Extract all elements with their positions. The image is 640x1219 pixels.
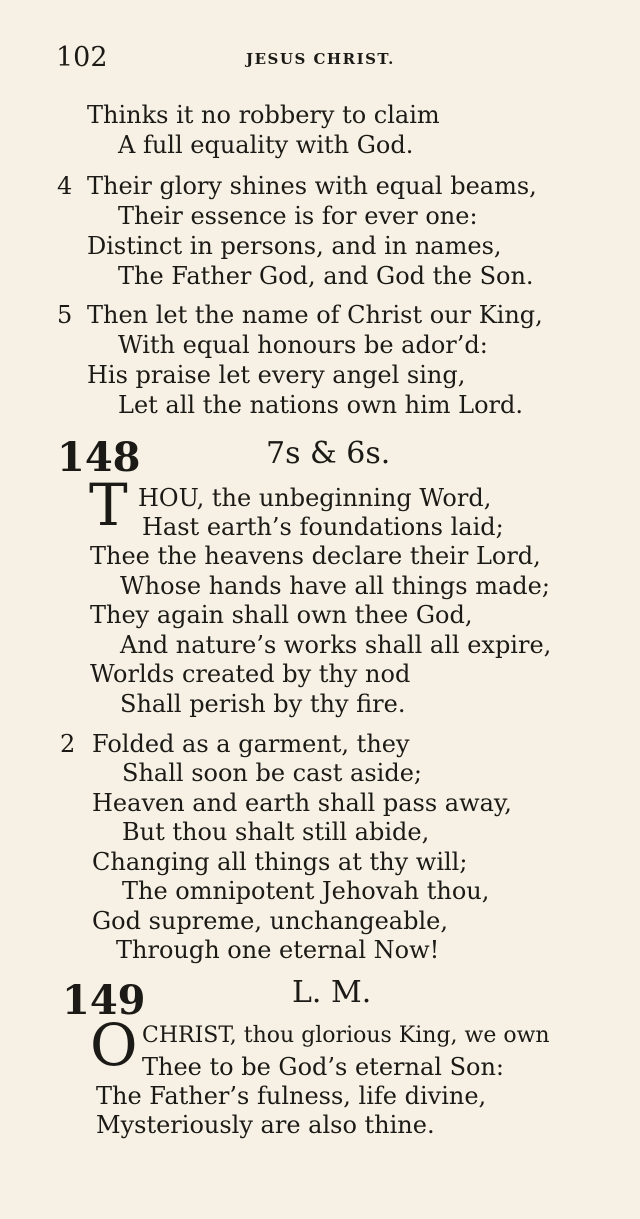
verse-line: Thee to be God’s eternal Son: bbox=[142, 1053, 505, 1081]
verse-line: A full equality with God. bbox=[118, 131, 414, 159]
verse-line: Heaven and earth shall pass away, bbox=[92, 789, 512, 817]
verse-line: Let all the nations own him Lord. bbox=[118, 391, 524, 419]
verse-line: The Father God, and God the Son. bbox=[118, 262, 534, 290]
verse-line: Changing all things at thy will; bbox=[92, 848, 468, 876]
verse-line: His praise let every angel sing, bbox=[87, 361, 466, 389]
verse-line: Whose hands have all things made; bbox=[120, 572, 550, 600]
verse-line: They again shall own thee God, bbox=[90, 601, 473, 629]
page-header bbox=[56, 42, 600, 78]
hymn-meter: 7s & 6s. bbox=[266, 436, 391, 471]
verse-line: God supreme, unchangeable, bbox=[92, 907, 448, 935]
verse-line: Through one eternal Now! bbox=[116, 936, 440, 964]
verse-line: With equal honours be ador’d: bbox=[118, 331, 488, 359]
verse-line: Shall perish by thy fire. bbox=[120, 690, 406, 718]
verse-line: And nature’s works shall all expire, bbox=[120, 631, 552, 659]
drop-cap: O bbox=[90, 1011, 138, 1079]
page-number: 102 bbox=[56, 42, 108, 73]
verse-line: Then let the name of Christ our King, bbox=[87, 301, 543, 329]
verse-line: Mysteriously are also thine. bbox=[96, 1111, 435, 1139]
verse-line: Worlds created by thy nod bbox=[90, 660, 411, 688]
verse-line: Folded as a garment, they bbox=[92, 730, 410, 758]
verse-number: 4 bbox=[57, 172, 73, 200]
verse-line: But thou shalt still abide, bbox=[122, 818, 430, 846]
running-title: JESUS CHRIST. bbox=[246, 50, 395, 68]
verse-line: CHRIST, thou glorious King, we own bbox=[142, 1023, 550, 1048]
verse-line: Hast earth’s foundations laid; bbox=[142, 513, 504, 541]
verse-line: Their glory shines with equal beams, bbox=[87, 172, 537, 200]
drop-cap: T bbox=[89, 471, 128, 539]
hymn-number: 149 bbox=[62, 977, 146, 1024]
verse-line: HOU, the unbeginning Word, bbox=[138, 484, 492, 512]
verse-line: Thee the heavens declare their Lord, bbox=[90, 542, 541, 570]
hymn-meter: L. M. bbox=[292, 975, 372, 1010]
verse-line: Thinks it no robbery to claim bbox=[87, 101, 440, 129]
verse-line: Their essence is for ever one: bbox=[118, 202, 478, 230]
hymn-number: 148 bbox=[57, 434, 141, 481]
verse-line: The Father’s fulness, life divine, bbox=[96, 1082, 487, 1110]
verse-line: Shall soon be cast aside; bbox=[122, 759, 422, 787]
verse-line: Distinct in persons, and in names, bbox=[87, 232, 502, 260]
verse-line: The omnipotent Jehovah thou, bbox=[122, 877, 490, 905]
verse-number: 2 bbox=[60, 730, 76, 758]
verse-number: 5 bbox=[57, 301, 73, 329]
